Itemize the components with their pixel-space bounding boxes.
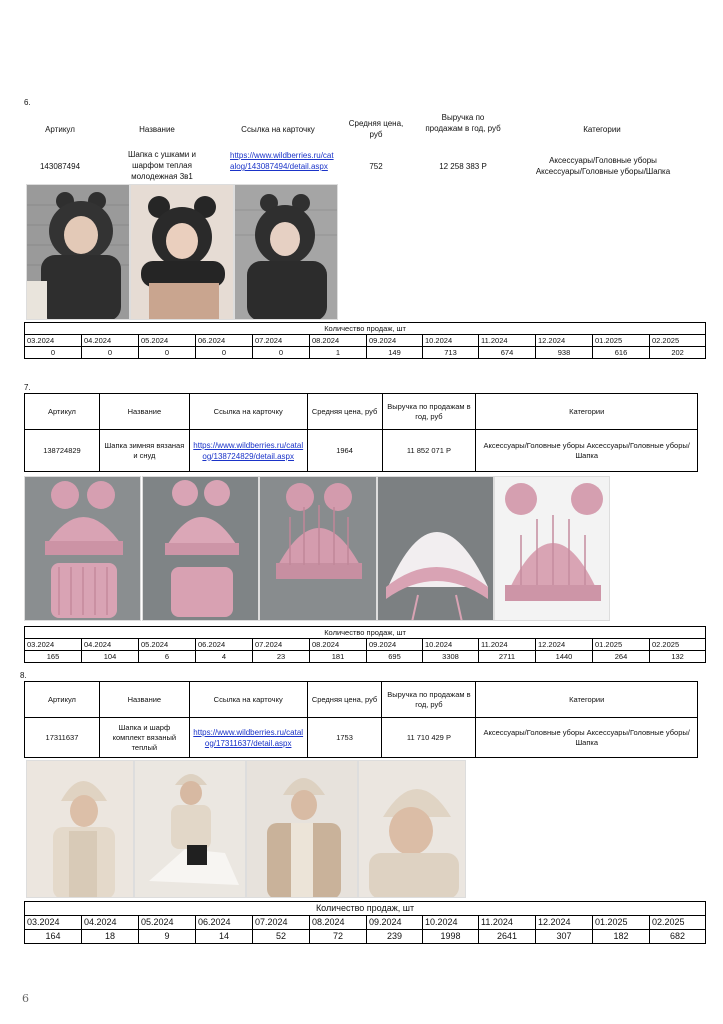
value-cell: 164 <box>25 930 82 944</box>
section-number: 7. <box>24 383 31 392</box>
month-cell: 01.2025 <box>593 916 650 930</box>
month-cell: 04.2024 <box>82 335 139 347</box>
header-sku: Артикул <box>25 394 100 430</box>
value-cell: 307 <box>536 930 593 944</box>
cell-revenue: 11 710 429 Р <box>382 718 476 758</box>
header-link: Ссылка на карточку <box>189 394 307 430</box>
product-link[interactable]: https://www.wildberries.ru/catalog/143087494/detail.aspx <box>230 151 334 171</box>
header-link: Ссылка на карточку <box>241 125 315 134</box>
month-cell: 06.2024 <box>196 916 253 930</box>
month-cell: 05.2024 <box>139 916 196 930</box>
value-cell: 6 <box>139 651 196 663</box>
month-cell: 07.2024 <box>253 335 310 347</box>
section-number: 6. <box>24 98 31 107</box>
months-row <box>25 916 706 930</box>
value-cell: 23 <box>253 651 310 663</box>
sales-title: Количество продаж, шт <box>25 627 706 639</box>
cell-sku: 143087494 <box>39 162 81 171</box>
product-photo <box>377 476 494 621</box>
month-cell: 07.2024 <box>253 639 310 651</box>
value-cell: 14 <box>196 930 253 944</box>
cell-avg-price: 1964 <box>307 430 382 472</box>
value-cell: 1440 <box>536 651 593 663</box>
cell-categories: Аксессуары/Головные уборы Аксессуары/Головные уборы/Шапка <box>476 430 698 472</box>
header-categories: Категории <box>476 394 698 430</box>
value-cell: 674 <box>479 347 536 359</box>
value-cell: 682 <box>650 930 706 944</box>
month-cell: 07.2024 <box>253 916 310 930</box>
month-cell: 09.2024 <box>367 639 423 651</box>
header-avg-price: Средняя цена, руб <box>307 682 382 718</box>
header-avg-price: Средняя цена, руб <box>307 394 382 430</box>
sales-table <box>24 901 706 944</box>
header-link: Ссылка на карточку <box>189 682 307 718</box>
page-number: 6 <box>22 992 29 1005</box>
header-avg-price: Средняя цена, руб <box>348 119 404 139</box>
header-name: Название <box>99 682 189 718</box>
hat-scarf-photo-icon <box>235 185 338 320</box>
value-cell: 264 <box>593 651 650 663</box>
pink-hat-photo-icon <box>495 477 610 621</box>
values-row <box>25 347 706 359</box>
value-cell: 165 <box>25 651 82 663</box>
sales-title: Количество продаж, шт <box>25 323 706 335</box>
value-cell: 3308 <box>423 651 479 663</box>
month-cell: 05.2024 <box>139 639 196 651</box>
value-cell: 182 <box>593 930 650 944</box>
header-categories: Категории <box>583 125 621 134</box>
value-cell: 0 <box>253 347 310 359</box>
hat-scarf-photo-icon <box>27 185 130 320</box>
value-cell: 52 <box>253 930 310 944</box>
value-cell: 616 <box>593 347 650 359</box>
month-cell: 01.2025 <box>593 639 650 651</box>
sales-title: Количество продаж, шт <box>25 902 706 916</box>
product-link[interactable]: https://www.wildberries.ru/catalog/17311637/detail.aspx <box>193 727 304 748</box>
value-cell: 181 <box>310 651 367 663</box>
values-row <box>25 651 706 663</box>
cell-name: Шапка зимняя вязаная и снуд <box>99 430 189 472</box>
beige-hat-photo-icon <box>359 761 466 898</box>
value-cell: 2711 <box>479 651 536 663</box>
month-cell: 02.2025 <box>650 335 706 347</box>
beige-hat-photo-icon <box>27 761 134 898</box>
value-cell: 104 <box>82 651 139 663</box>
months-row <box>25 639 706 651</box>
value-cell: 4 <box>196 651 253 663</box>
value-cell: 72 <box>310 930 367 944</box>
product-photo <box>358 760 466 898</box>
header-revenue: Выручка по продажам в год, руб <box>425 113 501 133</box>
cell-avg-price: 752 <box>369 162 383 171</box>
product-photo <box>130 184 234 320</box>
value-cell: 0 <box>25 347 82 359</box>
cell-sku: 17311637 <box>25 718 100 758</box>
product-info-table <box>24 681 698 758</box>
value-cell: 0 <box>82 347 139 359</box>
value-cell: 1998 <box>423 930 479 944</box>
month-cell: 06.2024 <box>196 639 253 651</box>
value-cell: 695 <box>367 651 423 663</box>
value-cell: 202 <box>650 347 706 359</box>
month-cell: 10.2024 <box>423 639 479 651</box>
value-cell: 1 <box>310 347 367 359</box>
month-cell: 03.2024 <box>25 335 82 347</box>
header-revenue: Выручка по продажам в год, руб <box>382 682 476 718</box>
pink-hat-photo-icon <box>378 477 494 621</box>
product-link[interactable]: https://www.wildberries.ru/catalog/138724829/detail.aspx <box>193 440 304 461</box>
cell-categories: Аксессуары/Головные уборы Аксессуары/Головные уборы/Шапка <box>535 156 671 176</box>
month-cell: 10.2024 <box>423 916 479 930</box>
hat-scarf-photo-icon <box>131 185 234 320</box>
header-categories: Категории <box>476 682 698 718</box>
month-cell: 06.2024 <box>196 335 253 347</box>
header-name: Название <box>139 125 175 134</box>
product-photo <box>24 476 141 621</box>
month-cell: 09.2024 <box>367 335 423 347</box>
month-cell: 02.2025 <box>650 639 706 651</box>
month-cell: 08.2024 <box>310 916 367 930</box>
section-number: 8. <box>20 671 27 680</box>
values-row <box>25 930 706 944</box>
month-cell: 04.2024 <box>82 916 139 930</box>
cell-sku: 138724829 <box>25 430 100 472</box>
month-cell: 03.2024 <box>25 639 82 651</box>
month-cell: 11.2024 <box>479 639 536 651</box>
value-cell: 2641 <box>479 930 536 944</box>
month-cell: 10.2024 <box>423 335 479 347</box>
header-name: Название <box>99 394 189 430</box>
product-photo <box>494 476 610 621</box>
month-cell: 01.2025 <box>593 335 650 347</box>
product-info-table <box>24 393 698 472</box>
month-cell: 11.2024 <box>479 916 536 930</box>
product-photo <box>26 760 134 898</box>
sales-table <box>24 626 706 663</box>
product-photo <box>134 760 246 898</box>
pink-hat-photo-icon <box>143 477 259 621</box>
month-cell: 09.2024 <box>367 916 423 930</box>
cell-avg-price: 1753 <box>307 718 382 758</box>
month-cell: 04.2024 <box>82 639 139 651</box>
value-cell: 0 <box>139 347 196 359</box>
month-cell: 02.2025 <box>650 916 706 930</box>
cell-name: Шапка и шарф комплект вязаный теплый <box>99 718 189 758</box>
value-cell: 132 <box>650 651 706 663</box>
value-cell: 0 <box>196 347 253 359</box>
sales-table <box>24 322 706 359</box>
value-cell: 18 <box>82 930 139 944</box>
value-cell: 938 <box>536 347 593 359</box>
value-cell: 713 <box>423 347 479 359</box>
month-cell: 12.2024 <box>536 335 593 347</box>
product-photo <box>246 760 358 898</box>
value-cell: 149 <box>367 347 423 359</box>
month-cell: 08.2024 <box>310 335 367 347</box>
header-sku: Артикул <box>45 125 75 134</box>
header-sku: Артикул <box>25 682 100 718</box>
value-cell: 9 <box>139 930 196 944</box>
value-cell: 239 <box>367 930 423 944</box>
product-photo <box>26 184 130 320</box>
beige-hat-photo-icon <box>135 761 246 898</box>
cell-revenue: 11 852 071 Р <box>382 430 476 472</box>
cell-name: Шапка с ушками и шарфом теплая молодежная 3в1 <box>128 150 196 181</box>
cell-categories: Аксессуары/Головные уборы Аксессуары/Головные уборы/Шапка <box>476 718 698 758</box>
month-cell: 12.2024 <box>536 639 593 651</box>
month-cell: 05.2024 <box>139 335 196 347</box>
product-photo <box>142 476 259 621</box>
product-photo <box>259 476 377 621</box>
pink-hat-photo-icon <box>260 477 377 621</box>
beige-hat-photo-icon <box>247 761 358 898</box>
month-cell: 12.2024 <box>536 916 593 930</box>
month-cell: 08.2024 <box>310 639 367 651</box>
months-row <box>25 335 706 347</box>
header-revenue: Выручка по продажам в год, руб <box>382 394 476 430</box>
month-cell: 11.2024 <box>479 335 536 347</box>
product-photo <box>234 184 338 320</box>
pink-hat-photo-icon <box>25 477 141 621</box>
month-cell: 03.2024 <box>25 916 82 930</box>
cell-revenue: 12 258 383 Р <box>439 162 487 171</box>
